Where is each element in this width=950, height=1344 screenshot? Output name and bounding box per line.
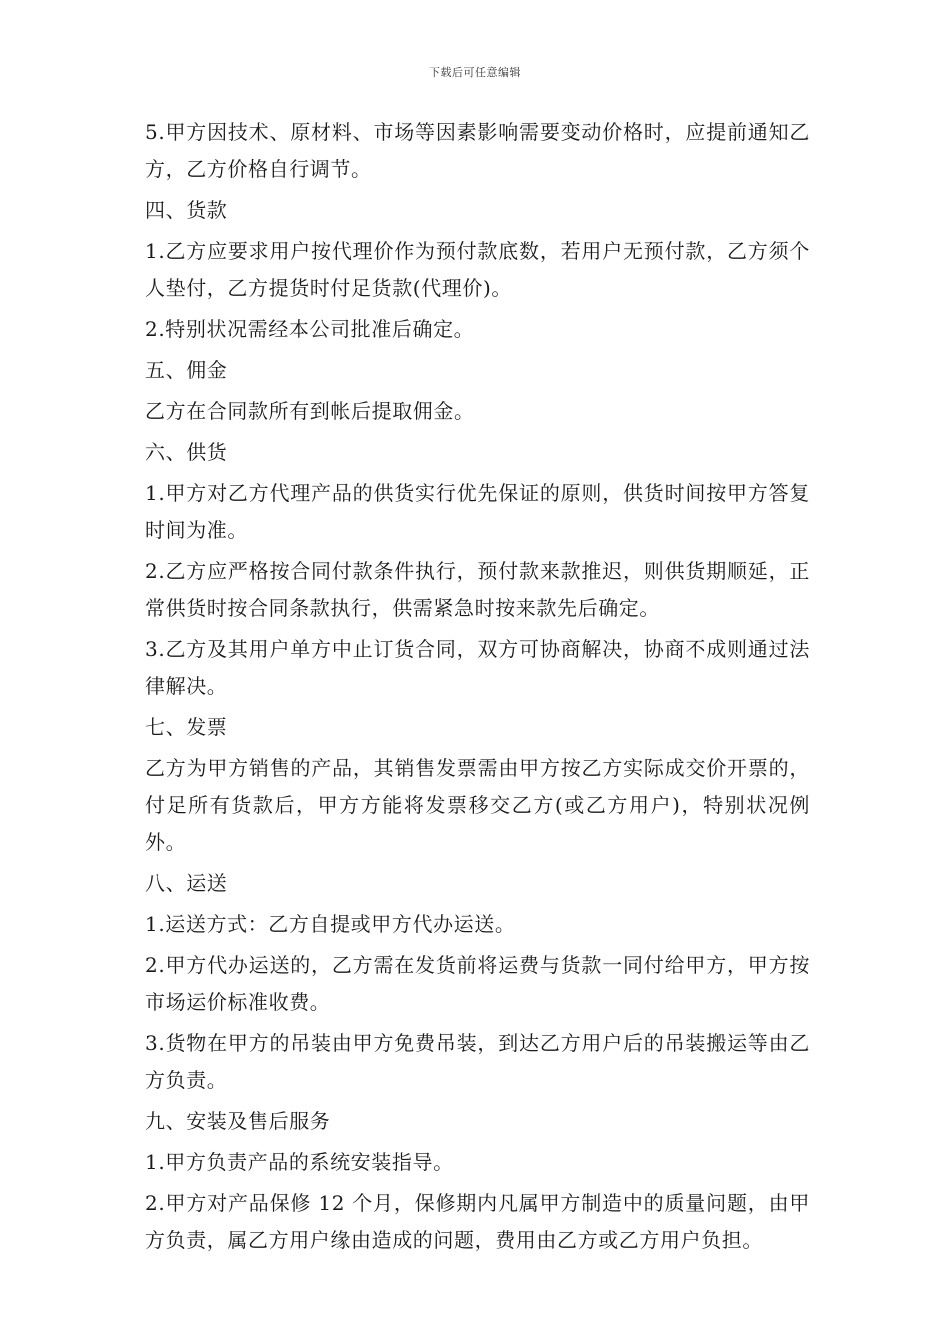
section-heading-invoice: 七、发票 bbox=[145, 715, 228, 739]
clause-shipping-1: 1.运送方式：乙方自提或甲方代办运送。 bbox=[145, 912, 516, 936]
clause-invoice: 乙方为甲方销售的产品，其销售发票需由甲方按乙方实际成交价开票的，付足所有货款后，甲方方能将发票移交乙方(或乙方用户)，特别状况例外。 bbox=[145, 756, 810, 854]
section-heading-payment: 四、货款 bbox=[145, 198, 228, 222]
clause-commission: 乙方在合同款所有到帐后提取佣金。 bbox=[145, 399, 475, 423]
section-heading-installation-service: 九、安装及售后服务 bbox=[145, 1109, 331, 1133]
document-body bbox=[145, 114, 810, 1263]
section-heading-commission: 五、佣金 bbox=[145, 358, 228, 382]
clause-installation-2: 2.甲方对产品保修 12 个月，保修期内凡属甲方制造中的质量问题，由甲方负责，属乙方用户缘由造成的问题，费用由乙方或乙方用户负担。 bbox=[145, 1191, 810, 1252]
clause-payment-1: 1.乙方应要求用户按代理价作为预付款底数，若用户无预付款，乙方须个人垫付，乙方提货时付足货款(代理价)。 bbox=[145, 239, 810, 300]
clause-shipping-3: 3.货物在甲方的吊装由甲方免费吊装，到达乙方用户后的吊装搬运等由乙方负责。 bbox=[145, 1031, 810, 1092]
clause-supply-1: 1.甲方对乙方代理产品的供货实行优先保证的原则，供货时间按甲方答复时间为准。 bbox=[145, 481, 810, 542]
clause-price-change: 5.甲方因技术、原材料、市场等因素影响需要变动价格时，应提前通知乙方，乙方价格自行调节。 bbox=[145, 120, 810, 181]
clause-supply-3: 3.乙方及其用户单方中止订货合同，双方可协商解决，协商不成则通过法律解决。 bbox=[145, 637, 810, 698]
clause-installation-1: 1.甲方负责产品的系统安装指导。 bbox=[145, 1150, 454, 1174]
clause-payment-2: 2.特别状况需经本公司批准后确定。 bbox=[145, 317, 475, 341]
section-heading-shipping: 八、运送 bbox=[145, 871, 228, 895]
section-heading-supply: 六、供货 bbox=[145, 440, 228, 464]
clause-shipping-2: 2.甲方代办运送的，乙方需在发货前将运费与货款一同付给甲方，甲方按市场运价标准收费。 bbox=[145, 953, 810, 1014]
clause-supply-2: 2.乙方应严格按合同付款条件执行，预付款来款推迟，则供货期顺延，正常供货时按合同条款执行，供需紧急时按来款先后确定。 bbox=[145, 559, 810, 620]
page-header: 下载后可任意编辑 bbox=[429, 66, 521, 79]
